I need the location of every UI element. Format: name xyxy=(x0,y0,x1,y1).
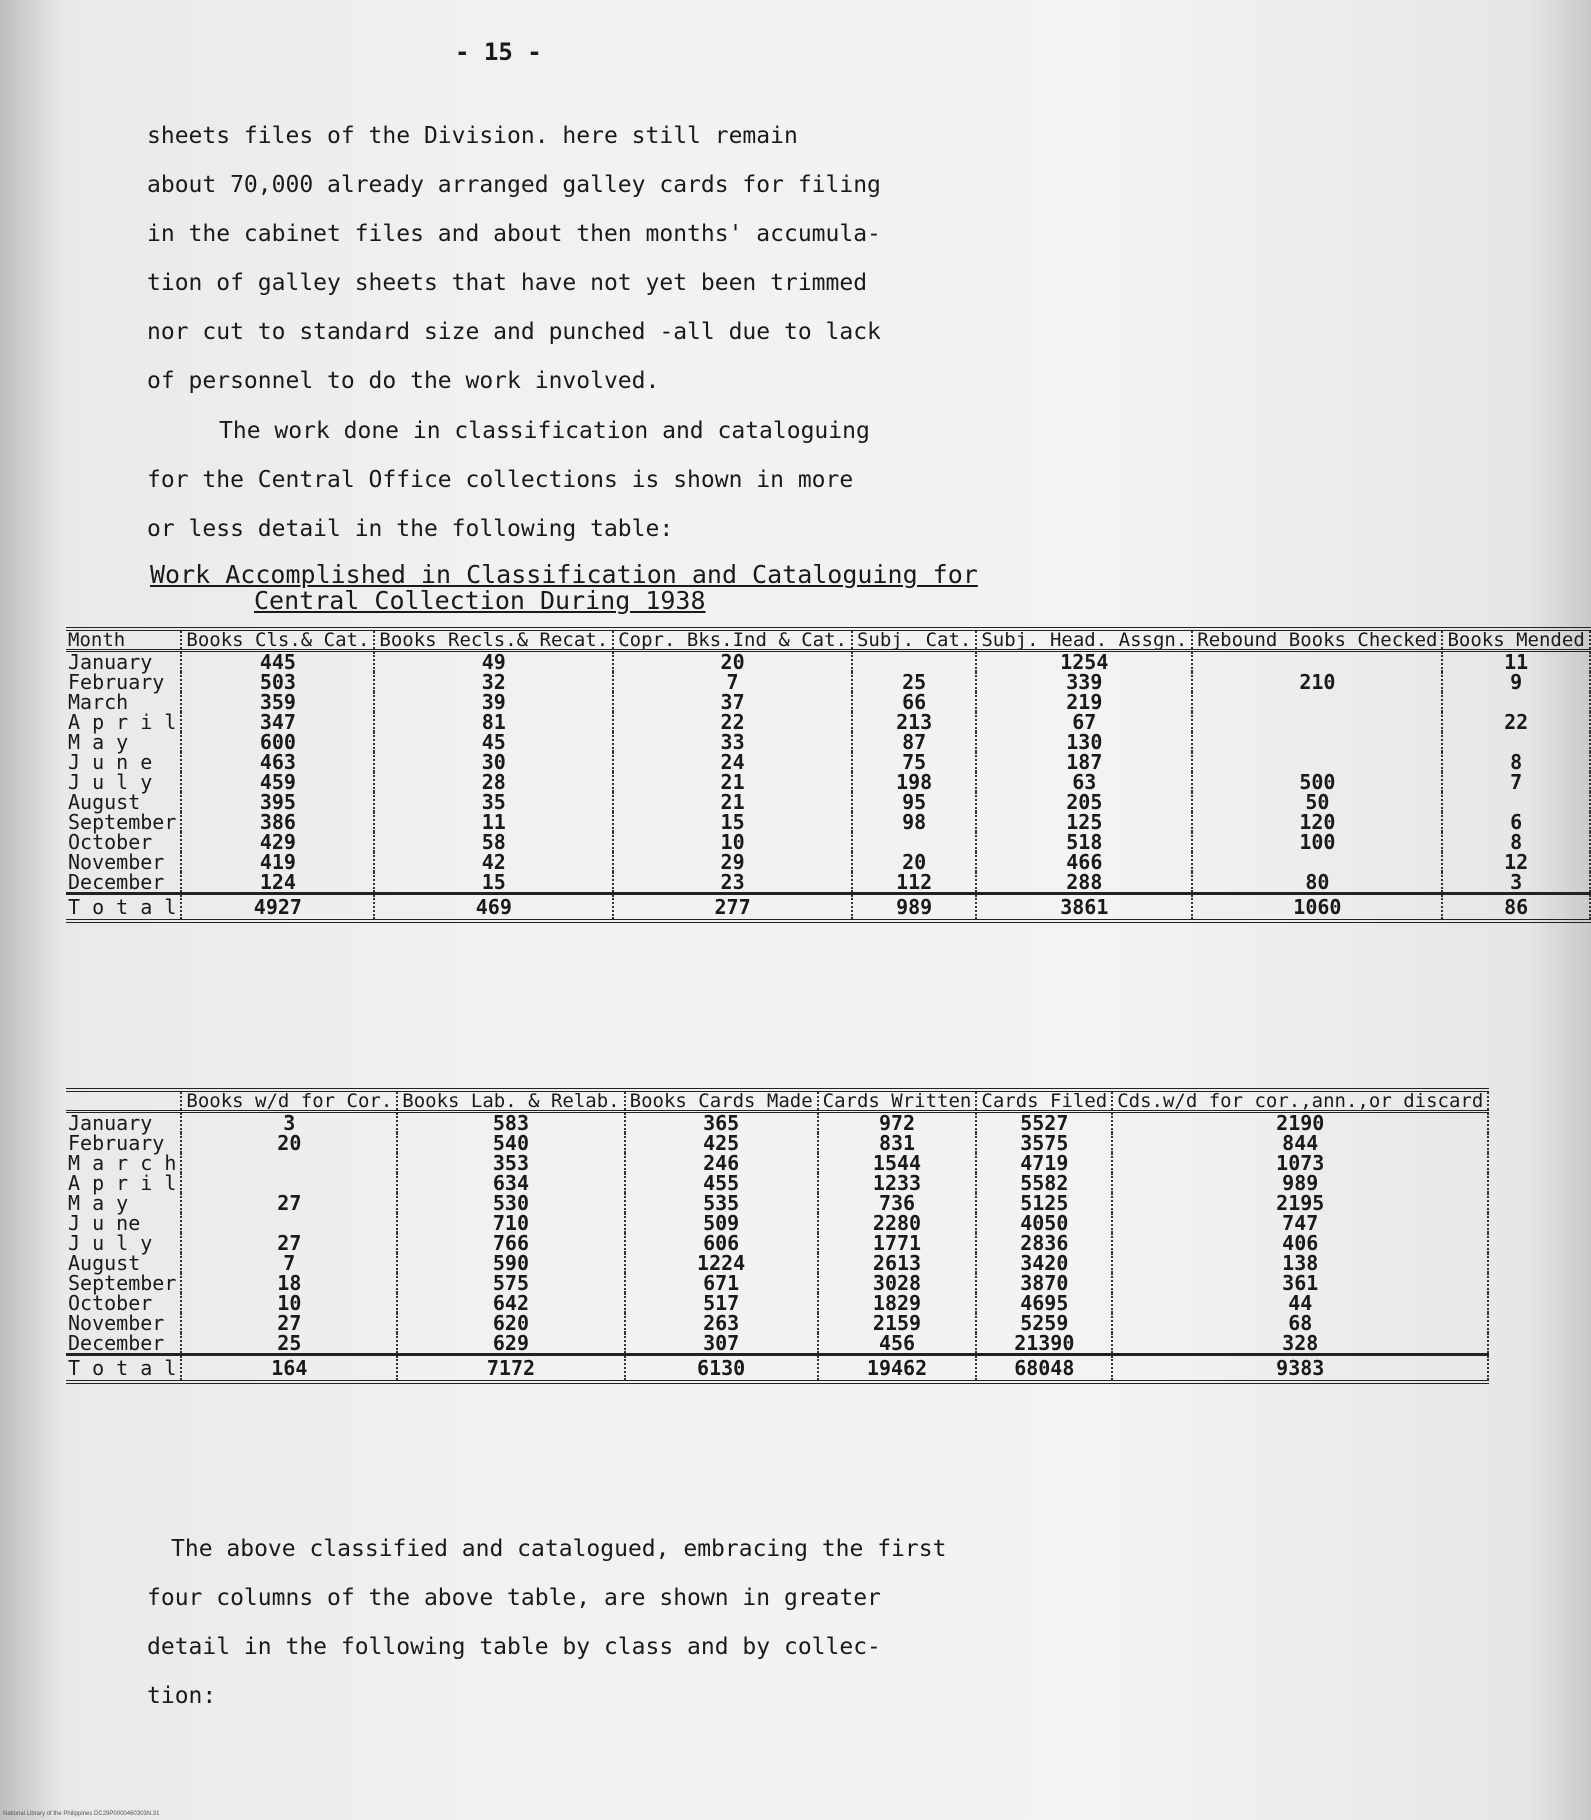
value-cell: 44 xyxy=(1112,1293,1488,1313)
column-header: Month xyxy=(68,629,126,651)
value-cell: 29 xyxy=(613,852,852,872)
value-cell: 21 xyxy=(613,772,852,792)
total-row xyxy=(66,894,1590,922)
value-cell: 27 xyxy=(181,1233,397,1253)
month-cell: February xyxy=(68,670,165,694)
value-cell: 10 xyxy=(181,1293,397,1313)
month-cell: J u l y xyxy=(68,1231,153,1255)
month-cell: October xyxy=(68,830,153,854)
value-cell: 24 xyxy=(613,752,852,772)
value-cell: 205 xyxy=(976,792,1192,812)
value-cell: 3420 xyxy=(976,1253,1112,1273)
table-row xyxy=(66,1253,1488,1273)
value-cell: 3870 xyxy=(976,1273,1112,1293)
value-cell: 509 xyxy=(625,1213,818,1233)
table-row xyxy=(66,1173,1488,1193)
value-cell: 67 xyxy=(976,712,1192,732)
classification-table xyxy=(66,627,1591,923)
text-line: or less detail in the following table: xyxy=(147,516,674,542)
value-cell: 28 xyxy=(374,772,613,792)
footer-credit: National Library of the Philippines DC29P0000460303N.31 xyxy=(3,1811,160,1817)
value-cell: 1224 xyxy=(625,1253,818,1273)
value-cell: 15 xyxy=(374,872,613,894)
month-cell: A p r i l xyxy=(68,1171,177,1195)
paragraph-intro xyxy=(147,112,977,406)
value-cell: 11 xyxy=(1442,651,1589,673)
table-title-line: Central Collection During 1938 xyxy=(254,586,706,615)
column-header: Subj. Cat. xyxy=(852,629,976,651)
text-line: sheets files of the Division. here still remain xyxy=(147,123,798,149)
value-cell: 500 xyxy=(1192,772,1442,792)
value-cell: 1254 xyxy=(976,651,1192,673)
value-cell: 164 xyxy=(181,1355,397,1383)
value-cell: 187 xyxy=(976,752,1192,772)
value-cell: 120 xyxy=(1192,812,1442,832)
value-cell: 8 xyxy=(1442,752,1589,772)
value-cell: 747 xyxy=(1112,1213,1488,1233)
value-cell xyxy=(1442,692,1589,712)
value-cell: 18 xyxy=(181,1273,397,1293)
value-cell: 365 xyxy=(625,1112,818,1134)
paragraph-closing xyxy=(147,1525,977,1721)
table-row xyxy=(66,752,1590,772)
value-cell: 575 xyxy=(397,1273,624,1293)
value-cell: 459 xyxy=(181,772,374,792)
text-line: tion of galley sheets that have not yet been trimmed xyxy=(147,270,868,296)
text-line: tion: xyxy=(147,1683,217,1709)
paragraph-work-done xyxy=(147,407,977,554)
value-cell: 3575 xyxy=(976,1133,1112,1153)
value-cell: 455 xyxy=(625,1173,818,1193)
value-cell: 5125 xyxy=(976,1193,1112,1213)
month-cell: January xyxy=(68,1111,153,1135)
value-cell: 671 xyxy=(625,1273,818,1293)
value-cell: 112 xyxy=(852,872,976,894)
value-cell: 518 xyxy=(976,832,1192,852)
month-cell: J u ne xyxy=(68,1211,141,1235)
value-cell: 3028 xyxy=(818,1273,977,1293)
text-line: of personnel to do the work involved. xyxy=(147,368,660,394)
value-cell: 39 xyxy=(374,692,613,712)
value-cell: 27 xyxy=(181,1193,397,1213)
value-cell: 33 xyxy=(613,732,852,752)
column-header: Books Mended xyxy=(1442,629,1589,651)
value-cell: 4927 xyxy=(181,894,374,922)
table-row xyxy=(66,1112,1488,1134)
table-row xyxy=(66,732,1590,752)
value-cell: 466 xyxy=(976,852,1192,872)
month-cell: November xyxy=(68,1311,165,1335)
month-cell: J u n e xyxy=(68,750,153,774)
value-cell: 35 xyxy=(374,792,613,812)
value-cell: 3861 xyxy=(976,894,1192,922)
value-cell: 66 xyxy=(852,692,976,712)
table-row xyxy=(66,832,1590,852)
value-cell: 359 xyxy=(181,692,374,712)
value-cell: 11 xyxy=(374,812,613,832)
value-cell: 100 xyxy=(1192,832,1442,852)
value-cell: 463 xyxy=(181,752,374,772)
column-header: Copr. Bks.Ind & Cat. xyxy=(613,629,852,651)
value-cell: 361 xyxy=(1112,1273,1488,1293)
value-cell: 87 xyxy=(852,732,976,752)
value-cell: 9383 xyxy=(1112,1355,1488,1383)
value-cell: 32 xyxy=(374,672,613,692)
column-header: Books Lab. & Relab. xyxy=(397,1090,624,1112)
table-header-row xyxy=(66,629,1590,651)
value-cell: 15 xyxy=(613,812,852,832)
value-cell: 831 xyxy=(818,1133,977,1153)
month-cell: T o t a l xyxy=(66,894,181,922)
value-cell: 42 xyxy=(374,852,613,872)
table-row xyxy=(66,1273,1488,1293)
value-cell: 386 xyxy=(181,812,374,832)
value-cell: 246 xyxy=(625,1153,818,1173)
value-cell: 98 xyxy=(852,812,976,832)
text-line: in the cabinet files and about then months' accumula- xyxy=(147,221,881,247)
column-header xyxy=(66,1090,181,1112)
month-cell: January xyxy=(68,650,153,674)
column-header: Books Cards Made xyxy=(625,1090,818,1112)
value-cell: 219 xyxy=(976,692,1192,712)
column-header: Books Cls.& Cat. xyxy=(181,629,374,651)
value-cell: 50 xyxy=(1192,792,1442,812)
value-cell: 339 xyxy=(976,672,1192,692)
value-cell: 130 xyxy=(976,732,1192,752)
value-cell: 307 xyxy=(625,1333,818,1355)
value-cell xyxy=(1192,712,1442,732)
value-cell: 583 xyxy=(397,1112,624,1134)
value-cell: 4719 xyxy=(976,1153,1112,1173)
column-header: Subj. Head. Assgn. xyxy=(976,629,1192,651)
value-cell xyxy=(1192,692,1442,712)
text-line: detail in the following table by class and by collec- xyxy=(147,1634,881,1660)
table-row xyxy=(66,792,1590,812)
text-line: four columns of the above table, are shown in greater xyxy=(147,1585,881,1611)
value-cell: 68 xyxy=(1112,1313,1488,1333)
value-cell: 395 xyxy=(181,792,374,812)
value-cell: 75 xyxy=(852,752,976,772)
value-cell xyxy=(181,1153,397,1173)
value-cell: 22 xyxy=(1442,712,1589,732)
month-cell: M a y xyxy=(68,730,129,754)
value-cell: 37 xyxy=(613,692,852,712)
column-header: Cards Written xyxy=(818,1090,977,1112)
value-cell: 9 xyxy=(1442,672,1589,692)
value-cell: 445 xyxy=(181,651,374,673)
column-header: Books Recls.& Recat. xyxy=(374,629,613,651)
value-cell: 353 xyxy=(397,1153,624,1173)
month-cell: December xyxy=(68,870,165,894)
value-cell: 989 xyxy=(1112,1173,1488,1193)
value-cell: 406 xyxy=(1112,1233,1488,1253)
value-cell: 3 xyxy=(1442,872,1589,894)
month-cell: February xyxy=(68,1131,165,1155)
value-cell: 6 xyxy=(1442,812,1589,832)
table-row xyxy=(66,692,1590,712)
value-cell: 277 xyxy=(613,894,852,922)
column-header: Cds.w/d for cor.,ann.,or discard xyxy=(1112,1090,1488,1112)
value-cell: 347 xyxy=(181,712,374,732)
value-cell: 198 xyxy=(852,772,976,792)
value-cell: 629 xyxy=(397,1333,624,1355)
value-cell: 469 xyxy=(374,894,613,922)
month-cell: A p r i l xyxy=(68,710,177,734)
value-cell xyxy=(852,651,976,673)
month-cell: M a y xyxy=(68,1191,129,1215)
table-row xyxy=(66,672,1590,692)
value-cell: 600 xyxy=(181,732,374,752)
value-cell: 124 xyxy=(181,872,374,894)
value-cell xyxy=(1442,732,1589,752)
value-cell: 68048 xyxy=(976,1355,1112,1383)
value-cell: 419 xyxy=(181,852,374,872)
value-cell: 2613 xyxy=(818,1253,977,1273)
value-cell: 21 xyxy=(613,792,852,812)
value-cell: 80 xyxy=(1192,872,1442,894)
value-cell: 19462 xyxy=(818,1355,977,1383)
value-cell: 425 xyxy=(625,1133,818,1153)
value-cell: 429 xyxy=(181,832,374,852)
table-title-line: Work Accomplished in Classification and Cataloguing for xyxy=(150,560,978,589)
value-cell: 5527 xyxy=(976,1112,1112,1134)
value-cell: 25 xyxy=(181,1333,397,1355)
month-cell: November xyxy=(68,850,165,874)
month-cell: September xyxy=(68,1271,177,1295)
value-cell: 540 xyxy=(397,1133,624,1153)
value-cell: 7 xyxy=(1442,772,1589,792)
value-cell: 3 xyxy=(181,1112,397,1134)
column-header: Rebound Books Checked xyxy=(1192,629,1442,651)
value-cell xyxy=(1442,792,1589,812)
value-cell: 736 xyxy=(818,1193,977,1213)
value-cell xyxy=(181,1213,397,1233)
table-row xyxy=(66,1293,1488,1313)
value-cell: 7 xyxy=(181,1253,397,1273)
table-row xyxy=(66,1133,1488,1153)
table-title xyxy=(150,562,980,614)
value-cell: 517 xyxy=(625,1293,818,1313)
value-cell: 456 xyxy=(818,1333,977,1355)
value-cell: 620 xyxy=(397,1313,624,1333)
value-cell: 503 xyxy=(181,672,374,692)
value-cell: 138 xyxy=(1112,1253,1488,1273)
value-cell: 844 xyxy=(1112,1133,1488,1153)
text-line: The work done in classification and cataloguing xyxy=(219,418,870,444)
value-cell: 21390 xyxy=(976,1333,1112,1355)
value-cell: 86 xyxy=(1442,894,1589,922)
value-cell: 27 xyxy=(181,1313,397,1333)
value-cell: 642 xyxy=(397,1293,624,1313)
value-cell: 125 xyxy=(976,812,1192,832)
value-cell: 95 xyxy=(852,792,976,812)
text-line: The above classified and catalogued, embracing the first xyxy=(171,1536,947,1562)
value-cell: 1233 xyxy=(818,1173,977,1193)
value-cell: 5582 xyxy=(976,1173,1112,1193)
table-row xyxy=(66,1313,1488,1333)
value-cell: 1073 xyxy=(1112,1153,1488,1173)
total-row xyxy=(66,1355,1488,1383)
value-cell: 12 xyxy=(1442,852,1589,872)
value-cell: 1060 xyxy=(1192,894,1442,922)
value-cell: 58 xyxy=(374,832,613,852)
value-cell: 2195 xyxy=(1112,1193,1488,1213)
value-cell: 22 xyxy=(613,712,852,732)
table-row xyxy=(66,772,1590,792)
page-number: - 15 - xyxy=(455,38,542,66)
value-cell: 8 xyxy=(1442,832,1589,852)
value-cell: 210 xyxy=(1192,672,1442,692)
value-cell: 4695 xyxy=(976,1293,1112,1313)
table-header-row xyxy=(66,1090,1488,1112)
column-header: Cards Filed xyxy=(976,1090,1112,1112)
month-cell: J u l y xyxy=(68,770,153,794)
value-cell: 972 xyxy=(818,1112,977,1134)
value-cell: 5259 xyxy=(976,1313,1112,1333)
value-cell: 530 xyxy=(397,1193,624,1213)
table-row xyxy=(66,852,1590,872)
value-cell: 535 xyxy=(625,1193,818,1213)
text-line: for the Central Office collections is shown in more xyxy=(147,467,854,493)
value-cell: 2159 xyxy=(818,1313,977,1333)
value-cell: 30 xyxy=(374,752,613,772)
table-row xyxy=(66,1233,1488,1253)
table-row xyxy=(66,651,1590,673)
value-cell: 328 xyxy=(1112,1333,1488,1355)
table-row xyxy=(66,1333,1488,1355)
table-row xyxy=(66,812,1590,832)
month-cell: T o t a l xyxy=(66,1355,181,1383)
value-cell: 7 xyxy=(613,672,852,692)
value-cell xyxy=(1192,732,1442,752)
value-cell: 263 xyxy=(625,1313,818,1333)
value-cell: 20 xyxy=(852,852,976,872)
value-cell: 1544 xyxy=(818,1153,977,1173)
month-cell: M a r c h xyxy=(68,1151,177,1175)
month-cell: December xyxy=(68,1331,165,1355)
table-row xyxy=(66,1193,1488,1213)
table-row xyxy=(66,1153,1488,1173)
value-cell: 766 xyxy=(397,1233,624,1253)
value-cell: 634 xyxy=(397,1173,624,1193)
value-cell: 7172 xyxy=(397,1355,624,1383)
table-row xyxy=(66,1213,1488,1233)
value-cell: 590 xyxy=(397,1253,624,1273)
value-cell xyxy=(1192,852,1442,872)
month-cell: August xyxy=(68,1251,141,1275)
value-cell: 63 xyxy=(976,772,1192,792)
value-cell: 606 xyxy=(625,1233,818,1253)
table-row xyxy=(66,712,1590,732)
value-cell: 2836 xyxy=(976,1233,1112,1253)
month-cell: August xyxy=(68,790,141,814)
month-cell: March xyxy=(68,690,129,714)
cards-table xyxy=(66,1088,1489,1384)
value-cell xyxy=(1192,752,1442,772)
value-cell xyxy=(1192,651,1442,673)
value-cell: 49 xyxy=(374,651,613,673)
value-cell: 2280 xyxy=(818,1213,977,1233)
value-cell: 81 xyxy=(374,712,613,732)
value-cell: 20 xyxy=(181,1133,397,1153)
month-cell: October xyxy=(68,1291,153,1315)
value-cell: 213 xyxy=(852,712,976,732)
value-cell: 989 xyxy=(852,894,976,922)
value-cell: 45 xyxy=(374,732,613,752)
value-cell: 2190 xyxy=(1112,1112,1488,1134)
value-cell: 1771 xyxy=(818,1233,977,1253)
value-cell: 25 xyxy=(852,672,976,692)
month-cell: September xyxy=(68,810,177,834)
value-cell: 20 xyxy=(613,651,852,673)
value-cell: 1829 xyxy=(818,1293,977,1313)
value-cell: 710 xyxy=(397,1213,624,1233)
value-cell: 6130 xyxy=(625,1355,818,1383)
value-cell xyxy=(852,832,976,852)
value-cell xyxy=(181,1173,397,1193)
text-line: nor cut to standard size and punched -all due to lack xyxy=(147,319,881,345)
value-cell: 4050 xyxy=(976,1213,1112,1233)
value-cell: 288 xyxy=(976,872,1192,894)
value-cell: 10 xyxy=(613,832,852,852)
value-cell: 23 xyxy=(613,872,852,894)
text-line: about 70,000 already arranged galley cards for filing xyxy=(147,172,881,198)
column-header: Books w/d for Cor. xyxy=(181,1090,397,1112)
table-row xyxy=(66,872,1590,894)
